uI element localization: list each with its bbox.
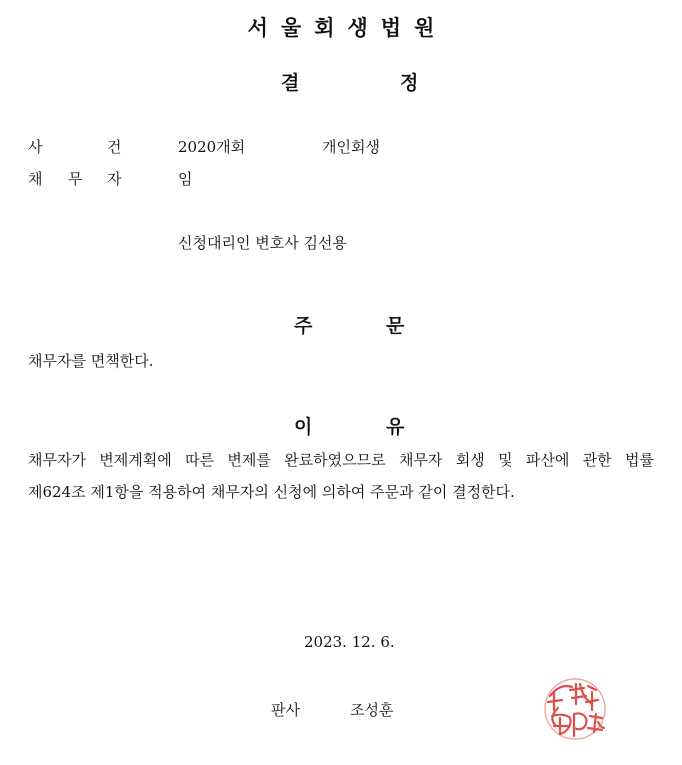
reason-heading-char-1: 이 <box>294 416 313 438</box>
reason-heading-char-2: 유 <box>386 416 405 438</box>
judge-seal-icon <box>536 670 614 748</box>
order-heading-char-1: 주 <box>294 315 313 337</box>
case-label-char-2: 건 <box>107 138 122 156</box>
order-heading-char-2: 문 <box>386 315 405 337</box>
debtor-name: 임 <box>178 170 193 188</box>
order-text: 채무자를 면책한다. <box>28 352 154 370</box>
judge-name: 조성훈 <box>350 701 394 719</box>
reason-paragraph <box>28 444 654 508</box>
reason-line-2: 제624조 제1항을 적용하여 채무자의 신청에 의하여 주문과 같이 결정한다. <box>28 483 515 501</box>
representative: 신청대리인 변호사 김선용 <box>178 234 347 252</box>
case-number: 2020개회 <box>178 138 246 156</box>
reason-line-1: 채무자가 변제계획에 따른 변제를 완료하였으므로 채무자 회생 및 파산에 관한 법률 <box>28 451 654 469</box>
debtor-label-char-1: 채 <box>28 170 43 188</box>
debtor-label-char-2: 무 <box>68 170 83 188</box>
case-label-char-1: 사 <box>28 138 43 156</box>
decision-date: 2023. 12. 6. <box>304 633 395 651</box>
judge-title: 판사 <box>271 701 300 719</box>
court-name: 서울회생법원 <box>247 16 448 40</box>
doc-type-char-2: 정 <box>400 72 419 94</box>
debtor-label-char-3: 자 <box>107 170 122 188</box>
doc-type-char-1: 결 <box>281 72 300 94</box>
case-type: 개인회생 <box>322 138 380 156</box>
